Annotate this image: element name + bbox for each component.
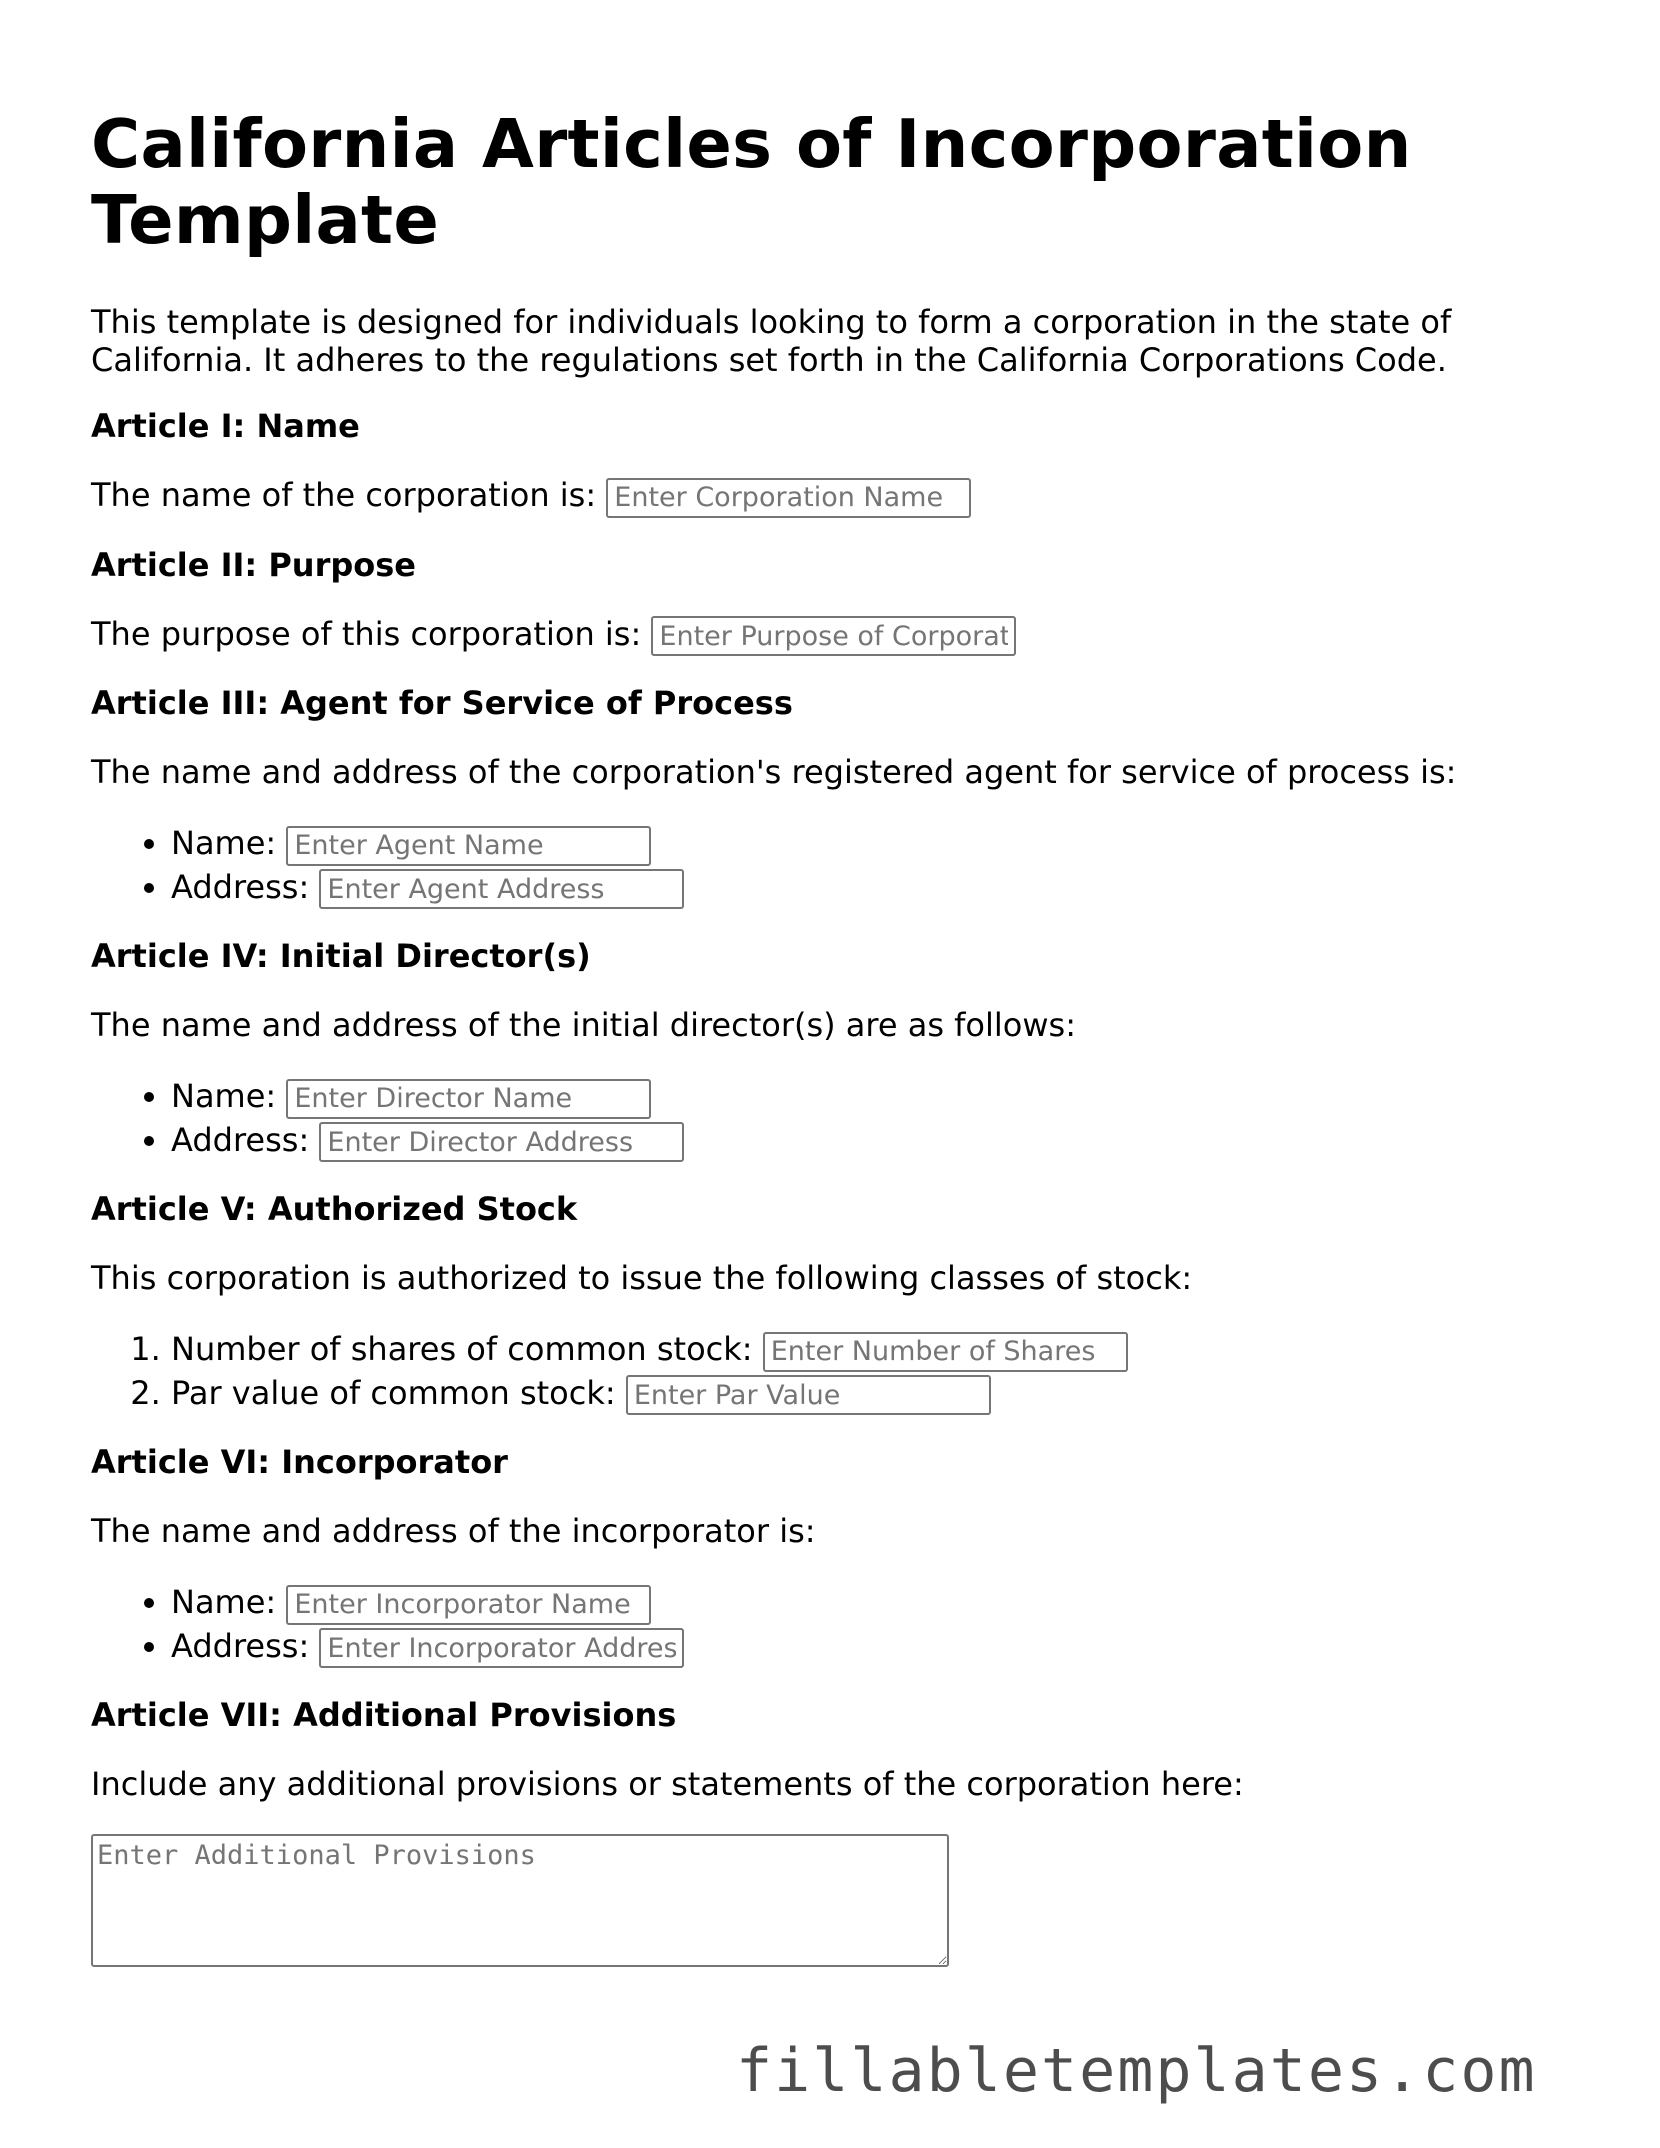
article-3-heading: Article III: Agent for Service of Process xyxy=(91,684,793,722)
article-3-text: The name and address of the corporation's registered agent for service of process is: xyxy=(91,753,1457,791)
list-item xyxy=(171,1119,1571,1163)
article-5-section xyxy=(91,1190,1571,1415)
stock-fields-list xyxy=(91,1328,1571,1415)
incorporator-name-label: Name: xyxy=(171,1583,277,1621)
additional-provisions-textarea[interactable] xyxy=(91,1834,949,1967)
list-item xyxy=(171,1075,1571,1119)
article-4-section xyxy=(91,937,1571,1162)
article-7-heading: Article VII: Additional Provisions xyxy=(91,1696,677,1734)
article-4-text: The name and address of the initial director(s) are as follows: xyxy=(91,1006,1076,1044)
director-address-input[interactable] xyxy=(319,1122,684,1162)
shares-label: Number of shares of common stock: xyxy=(171,1330,753,1368)
list-item xyxy=(171,1625,1571,1669)
intro-paragraph: This template is designed for individuals looking to form a corporation in the state of California. It adheres to the regulations set forth in the California Corporations Code. xyxy=(91,303,1452,379)
article-7-text: Include any additional provisions or statements of the corporation here: xyxy=(91,1765,1244,1803)
incorporator-address-input[interactable] xyxy=(319,1628,684,1668)
incorporator-fields-list xyxy=(91,1581,1571,1668)
director-address-label: Address: xyxy=(171,1120,310,1159)
article-1-line xyxy=(91,476,1571,518)
page-title: California Articles of Incorporation Template xyxy=(91,105,1412,259)
article-5-text: This corporation is authorized to issue the following classes of stock: xyxy=(91,1259,1193,1297)
list-item xyxy=(171,1328,1571,1372)
watermark: fillabletemplates.com xyxy=(736,2036,1537,2106)
article-6-heading: Article VI: Incorporator xyxy=(91,1443,508,1481)
agent-name-input[interactable] xyxy=(286,826,651,866)
article-3-section xyxy=(91,684,1571,909)
article-7-section xyxy=(91,1696,1571,1967)
document-page xyxy=(91,106,1571,1967)
agent-fields-list xyxy=(91,822,1571,909)
article-2-text: The purpose of this corporation is: xyxy=(91,614,642,653)
director-name-label: Name: xyxy=(171,1077,277,1115)
list-item xyxy=(171,1372,1571,1416)
article-1-section xyxy=(91,407,1571,518)
article-6-section xyxy=(91,1443,1571,1668)
article-1-heading: Article I: Name xyxy=(91,407,360,445)
director-name-input[interactable] xyxy=(286,1079,651,1119)
list-item xyxy=(171,1581,1571,1625)
incorporator-address-label: Address: xyxy=(171,1626,310,1665)
article-2-line xyxy=(91,615,1571,657)
director-fields-list xyxy=(91,1075,1571,1162)
article-4-heading: Article IV: Initial Director(s) xyxy=(91,937,591,975)
article-1-text: The name of the corporation is: xyxy=(91,476,597,514)
agent-name-label: Name: xyxy=(171,824,277,862)
list-item xyxy=(171,822,1571,866)
article-2-heading: Article II: Purpose xyxy=(91,545,416,584)
agent-address-input[interactable] xyxy=(319,869,684,909)
list-item xyxy=(171,866,1571,910)
article-2-section xyxy=(91,546,1571,657)
corporation-purpose-input[interactable] xyxy=(651,616,1016,656)
par-value-label: Par value of common stock: xyxy=(171,1373,616,1412)
article-6-text: The name and address of the incorporator is: xyxy=(91,1512,816,1550)
incorporator-name-input[interactable] xyxy=(286,1585,651,1625)
shares-input[interactable] xyxy=(763,1332,1128,1372)
article-5-heading: Article V: Authorized Stock xyxy=(91,1190,578,1228)
agent-address-label: Address: xyxy=(171,867,310,906)
corporation-name-input[interactable] xyxy=(606,478,971,518)
par-value-input[interactable] xyxy=(626,1375,991,1415)
